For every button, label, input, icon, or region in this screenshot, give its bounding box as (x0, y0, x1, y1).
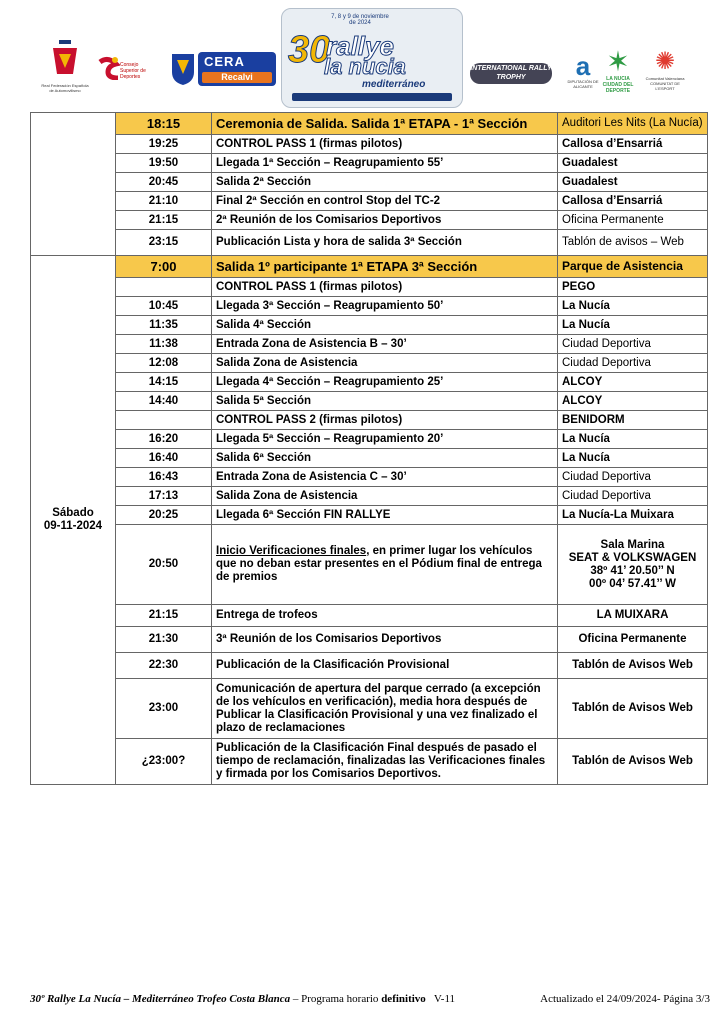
event-cell: Llegada 6ª Sección FIN RALLYE (212, 506, 558, 525)
location-cell: Tablón de Avisos Web (558, 653, 708, 679)
time-cell: 11:35 (116, 316, 212, 335)
event-cell: Publicación de la Clasificación Final después de pasado el tiempo de reclamación, finalizadas las Verificaciones finales y firmada por los Comisarios Deportivos. (212, 739, 558, 785)
location-cell: Callosa d’Ensarriá (558, 192, 708, 211)
time-cell: 10:45 (116, 297, 212, 316)
table-row (31, 113, 708, 135)
table-row (31, 739, 708, 785)
star-icon: ✶ (606, 46, 630, 77)
time-cell: 11:38 (116, 335, 212, 354)
event-cell: CONTROL PASS 1 (firmas pilotos) (212, 278, 558, 297)
csd-emblem-icon (98, 56, 120, 80)
time-cell: 21:10 (116, 192, 212, 211)
event-cell: Publicación Lista y hora de salida 3ª Sección (212, 230, 558, 256)
time-cell: 23:00 (116, 679, 212, 739)
location-cell: Tablón de Avisos Web (558, 739, 708, 785)
table-row (31, 278, 708, 297)
location-cell: Ciudad Deportiva (558, 487, 708, 506)
footer-title (30, 993, 455, 1005)
time-cell: 23:15 (116, 230, 212, 256)
table-row (31, 297, 708, 316)
csd-logo: Consejo Superior de Deportes (98, 50, 156, 88)
time-cell: 16:40 (116, 449, 212, 468)
time-cell: 19:25 (116, 135, 212, 154)
event-cell: Llegada 4ª Sección – Reagrupamiento 25’ (212, 373, 558, 392)
time-cell: 22:30 (116, 653, 212, 679)
table-row (31, 679, 708, 739)
table-row (31, 525, 708, 605)
location-cell: La Nucía (558, 316, 708, 335)
lanucia-logo: ✶ LA NUCIA CIUDAD DEL DEPORTE (596, 48, 640, 96)
location-cell: ALCOY (558, 392, 708, 411)
time-cell: 21:15 (116, 605, 212, 627)
table-row (31, 449, 708, 468)
location-cell: Guadalest (558, 154, 708, 173)
table-row (31, 154, 708, 173)
location-cell: La Nucía (558, 297, 708, 316)
time-cell: 14:40 (116, 392, 212, 411)
event-cell: Salida Zona de Asistencia (212, 487, 558, 506)
location-cell: Callosa d’Ensarriá (558, 135, 708, 154)
time-cell (116, 411, 212, 430)
time-cell: 20:50 (116, 525, 212, 605)
location-cell: Tablón de avisos – Web (558, 230, 708, 256)
table-row (31, 392, 708, 411)
location-cell: Oficina Permanente (558, 211, 708, 230)
table-row (31, 335, 708, 354)
event-cell: Entrega de trofeos (212, 605, 558, 627)
location-cell: Ciudad Deportiva (558, 335, 708, 354)
location-cell: Tablón de Avisos Web (558, 679, 708, 739)
time-cell: 12:08 (116, 354, 212, 373)
event-cell: CONTROL PASS 2 (firmas pilotos) (212, 411, 558, 430)
footer-updated: Actualizado el 24/09/2024- Página 3/3 (540, 993, 710, 1005)
event-cell: Publicación de la Clasificación Provisional (212, 653, 558, 679)
event-cell-emphasis: Inicio Verificaciones finales (216, 545, 367, 557)
event-cell: Llegada 1ª Sección – Reagrupamiento 55’ (212, 154, 558, 173)
time-cell: 17:13 (116, 487, 212, 506)
schedule-table (30, 112, 708, 785)
diputacion-logo: a DIPUTACIÓN DE ALICANTE (567, 51, 599, 89)
day-cell: Sábado 09-11-2024 (31, 256, 116, 785)
table-row (31, 211, 708, 230)
table-row (31, 487, 708, 506)
table-row (31, 605, 708, 627)
event-cell: Salida 5ª Sección (212, 392, 558, 411)
sponsor-strip (292, 93, 452, 101)
irt-logo: INTERNATIONAL RALLY TROPHY (470, 63, 552, 85)
time-cell: 7:00 (116, 256, 212, 278)
table-row (31, 354, 708, 373)
location-cell: Ciudad Deportiva (558, 354, 708, 373)
event-cell: Salida Zona de Asistencia (212, 354, 558, 373)
table-row (31, 373, 708, 392)
day-cell (31, 113, 116, 256)
table-row (31, 256, 708, 278)
location-cell: Oficina Permanente (558, 627, 708, 653)
location-cell: ALCOY (558, 373, 708, 392)
event-cell: Salida 6ª Sección (212, 449, 558, 468)
location-cell: PEGO (558, 278, 708, 297)
cera-logo (170, 48, 280, 90)
rfeda-emblem-icon (49, 38, 81, 78)
location-cell: Guadalest (558, 173, 708, 192)
table-row (31, 468, 708, 487)
event-cell (212, 525, 558, 605)
rally-logo (281, 8, 463, 108)
event-cell: Llegada 3ª Sección – Reagrupamiento 50’ (212, 297, 558, 316)
table-row (31, 506, 708, 525)
time-cell (116, 278, 212, 297)
time-cell: 20:45 (116, 173, 212, 192)
footer-status: definitivo (381, 993, 426, 1005)
table-row (31, 430, 708, 449)
event-cell: Entrada Zona de Asistencia B – 30’ (212, 335, 558, 354)
time-cell: 18:15 (116, 113, 212, 135)
time-cell: 19:50 (116, 154, 212, 173)
location-cell: BENIDORM (558, 411, 708, 430)
time-cell: 16:20 (116, 430, 212, 449)
rfeda-logo: Real Federación Española de Automovilismo (40, 38, 90, 98)
footer-sep: – Programa horario (290, 993, 382, 1005)
location-cell: La Nucía (558, 449, 708, 468)
event-cell: Ceremonia de Salida. Salida 1ª ETAPA - 1ª Sección (212, 113, 558, 135)
table-row (31, 173, 708, 192)
rally-logo-frame: 7, 8 y 9 de noviembre de 2024 30 rallye la nucia mediterráneo (281, 8, 463, 108)
event-cell: CONTROL PASS 1 (firmas pilotos) (212, 135, 558, 154)
time-cell: 21:30 (116, 627, 212, 653)
location-cell: Auditori Les Nits (La Nucía) (558, 113, 708, 135)
page-footer (30, 993, 710, 1009)
header-logos (0, 8, 724, 113)
event-cell: 2ª Reunión de los Comisarios Deportivos (212, 211, 558, 230)
event-cell: Salida 1º participante 1ª ETAPA 3ª Sección (212, 256, 558, 278)
event-cell: Salida 4ª Sección (212, 316, 558, 335)
location-cell: La Nucía (558, 430, 708, 449)
event-cell: Entrada Zona de Asistencia C – 30’ (212, 468, 558, 487)
cera-badge: CERA Recalvi (198, 52, 276, 86)
event-cell: Final 2ª Sección en control Stop del TC-2 (212, 192, 558, 211)
footer-event-name: 30º Rallye La Nucía – Mediterráneo Trofeo Costa Blanca (30, 993, 291, 1005)
table-row (31, 411, 708, 430)
cv-logo: ✺ Comunitat Valenciana COMUNITAT DE L'ESPORT (642, 48, 688, 96)
table-row (31, 135, 708, 154)
table-row (31, 316, 708, 335)
location-cell: Ciudad Deportiva (558, 468, 708, 487)
location-cell: La Nucía-La Muixara (558, 506, 708, 525)
event-cell: Llegada 5ª Sección – Reagrupamiento 20’ (212, 430, 558, 449)
event-cell: 3ª Reunión de los Comisarios Deportivos (212, 627, 558, 653)
event-cell-text: , en primer lugar los vehículos que no deban estar presentes en el Pódium final de entrega de premios (216, 545, 542, 583)
event-cell: Comunicación de apertura del parque cerrado (a excepción de los vehículos en verificación), media hora después de Publicar la Clasificación Provisional y una vez finalizado el plazo de reclamaciones (212, 679, 558, 739)
time-cell: ¿23:00? (116, 739, 212, 785)
location-cell: Sala Marina SEAT & VOLKSWAGEN 38º 41’ 20.50’’ N 00º 04’ 57.41’’ W (558, 525, 708, 605)
time-cell: 21:15 (116, 211, 212, 230)
location-cell: LA MUIXARA (558, 605, 708, 627)
table-row (31, 192, 708, 211)
table-row (31, 653, 708, 679)
time-cell: 16:43 (116, 468, 212, 487)
event-cell: Salida 2ª Sección (212, 173, 558, 192)
location-cell: Parque de Asistencia (558, 256, 708, 278)
table-row (31, 230, 708, 256)
table-row (31, 627, 708, 653)
time-cell: 20:25 (116, 506, 212, 525)
cera-shield-icon (170, 52, 196, 86)
flame-icon: ✺ (654, 48, 676, 75)
footer-version: V-11 (425, 993, 456, 1005)
time-cell: 14:15 (116, 373, 212, 392)
